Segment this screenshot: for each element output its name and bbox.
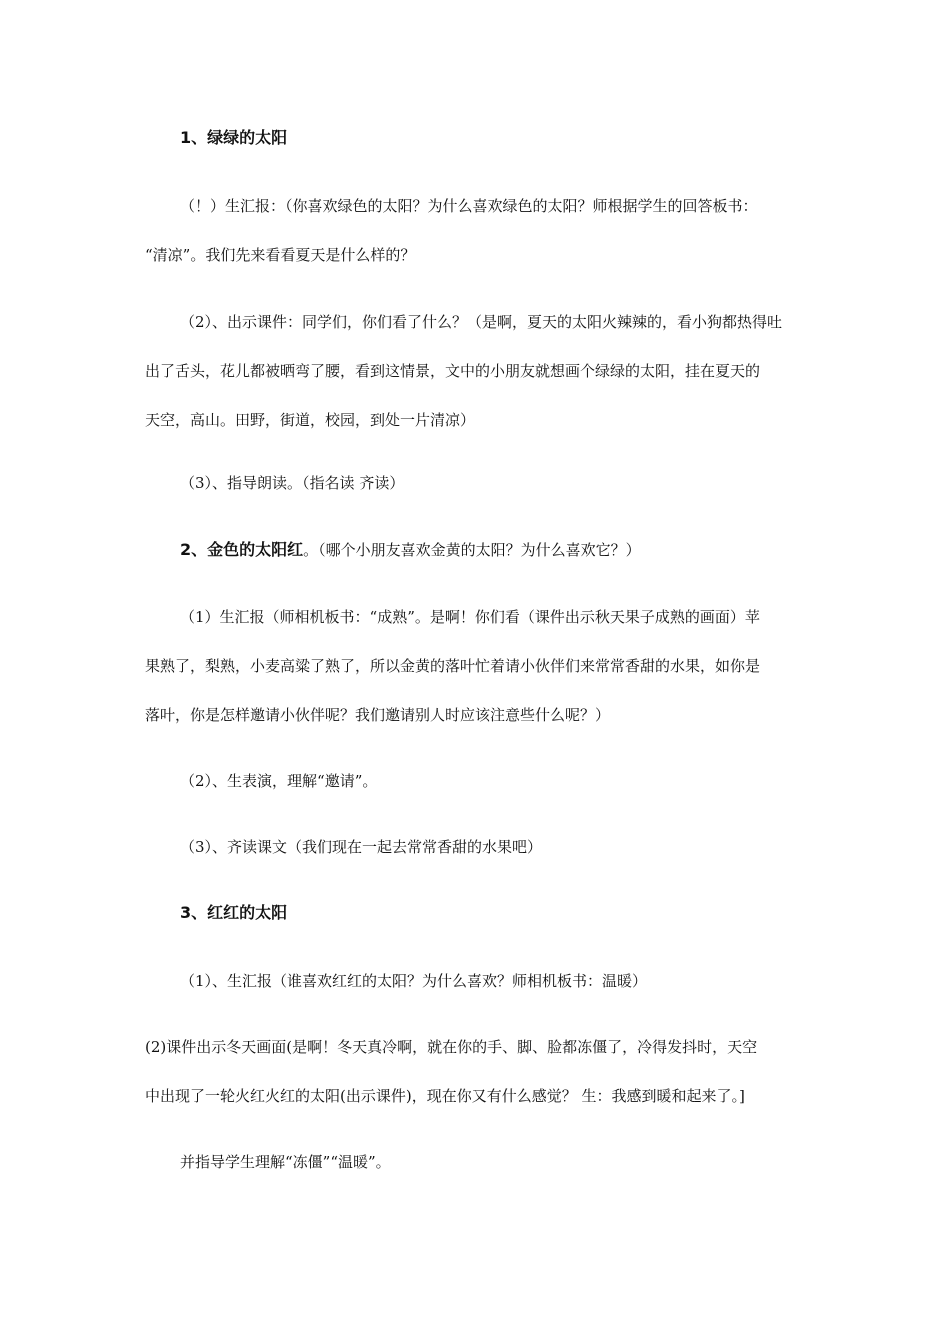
section-2-heading-line	[180, 540, 641, 560]
section-3-para-2-line-2: 中出现了一轮火红火红的太阳(出示课件)，现在你又有什么感觉？ 生：我感到暖和起来了。]	[145, 1087, 745, 1105]
section-2-para-1-line-3: 落叶，你是怎样邀请小伙伴呢？我们邀请别人时应该注意些什么呢？）	[145, 706, 611, 724]
section-1-para-2-line-3: 天空，高山。田野，街道，校园，到处一片清凉）	[145, 411, 476, 429]
section-2-para-3: （3）、齐读课文（我们现在一起去常常香甜的水果吧）	[180, 838, 543, 856]
section-1-para-2-line-2: 出了舌头，花儿都被晒弯了腰，看到这情景，文中的小朋友就想画个绿绿的太阳，挂在夏天的	[145, 362, 761, 380]
section-2-para-1-line-2: 果熟了，梨熟，小麦高粱了熟了，所以金黄的落叶忙着请小伙伴们来常常香甜的水果，如你是	[145, 657, 761, 675]
section-3-para-3: 并指导学生理解“冻僵”“温暖”。	[180, 1153, 391, 1171]
section-2-para-2: （2）、生表演，理解“邀请”。	[180, 772, 378, 790]
section-2-heading-note: 。（哪个小朋友喜欢金黄的太阳？为什么喜欢它？）	[303, 541, 641, 559]
section-1-para-1-line-1: （！）生汇报：（你喜欢绿色的太阳？为什么喜欢绿色的太阳？师根据学生的回答板书：	[180, 197, 758, 215]
section-2-para-1-line-1: （1）生汇报（师相机板书：“成熟”。是啊！你们看（课件出示秋天果子成熟的画面）苹	[180, 608, 760, 626]
section-2-heading: 2、金色的太阳红	[180, 540, 304, 559]
section-1-para-2-line-1: （2）、出示课件：同学们，你们看了什么？（是啊，夏天的太阳火辣辣的，看小狗都热得吐	[180, 313, 783, 331]
section-3-para-1: （1）、生汇报（谁喜欢红红的太阳？为什么喜欢？师相机板书：温暖）	[180, 972, 648, 990]
section-1-heading: 1、绿绿的太阳	[180, 128, 288, 147]
section-1-para-1-line-2: “清凉”。我们先来看看夏天是什么样的？	[145, 246, 416, 264]
section-3-para-2-line-1: (2)课件出示冬天画面(是啊！冬天真冷啊，就在你的手、脚、脸都冻僵了，冷得发抖时，天空	[145, 1038, 758, 1056]
section-1-para-3: （3）、指导朗读。（指名读 齐读）	[180, 474, 405, 492]
section-3-heading: 3、红红的太阳	[180, 903, 288, 922]
